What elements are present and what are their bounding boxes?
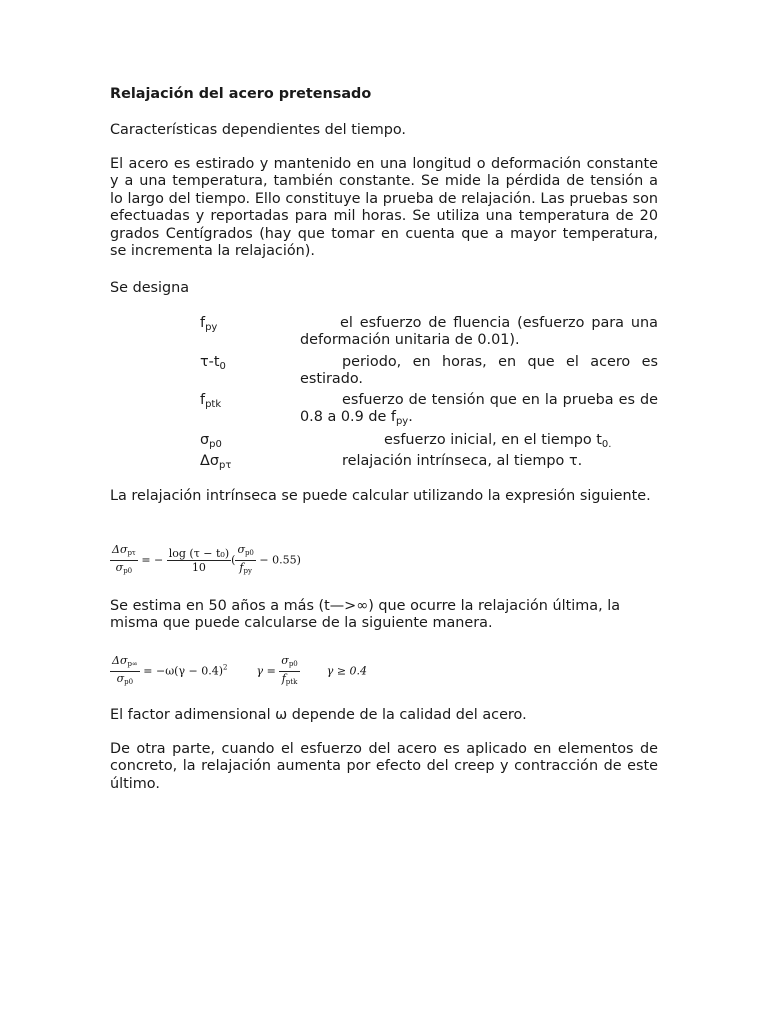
definition-symbol: $f_{py}$ [200,315,218,333]
section-subtitle: Características dependientes del tiempo. [110,122,406,138]
page-title: Relajación del acero pretensado [110,86,372,102]
formula-intrinsic-relaxation: $\frac{\text{Δσpτ}}{\sigma p0}$ = − $\frac{\text{log (τ − t₀)}}{10}$ ( $\frac{\sigma p0}{\text{fpy}}$ − 0.55) [110,543,301,578]
definition-description: esfuerzo inicial, en el tiempo $t_{0.}$ [384,432,612,450]
definition-description: periodo, en horas, en que el acero es estirado. [300,354,658,388]
definition-description: relajación intrínseca, al tiempo τ. [342,453,583,469]
formula-lhs: $\frac{\text{Δσp∞}}{\sigma p0}$ [112,654,138,686]
intro-paragraph [110,156,658,260]
formula-condition: γ ≥ 0.4 [326,664,368,678]
relaxation-intro: La relajación intrínseca se puede calcular utilizando la expresión siguiente. [110,488,651,504]
formula-log-term: $\frac{\text{log (τ − t₀)}}{10}$ [168,546,230,574]
designation-intro: Se designa [110,280,190,296]
formula-gamma-ratio: $\frac{\sigma p0}{\text{fptk}}$ [281,654,298,686]
definition-symbol: $\Delta\sigma_{p\tau}$ [200,453,232,471]
formula-lhs: $\frac{\text{Δσpτ}}{\sigma p0}$ [112,543,136,575]
definition-symbol: $\tau-t_0$ [200,354,226,372]
formula-ultimate-relaxation: $\frac{\text{Δσp∞}}{\sigma p0}$ = $-\omega(\gamma - 0.4)^2$ γ = $\frac{\sigma p0}{\text{fptk}}$ γ ≥ 0.4 [110,654,367,689]
omega-paragraph: El factor adimensional ω depende de la calidad del acero. [110,707,527,723]
closing-paragraph: De otra parte, cuando el esfuerzo del acero es aplicado en elementos de concreto, la relajación aumenta por efecto del creep y contracción de este último. [110,741,658,792]
formula-stress-ratio: $\frac{\sigma p0}{\text{fpy}}$ [237,543,254,575]
definition-description: el esfuerzo de fluencia (esfuerzo para una deformación unitaria de 0.01). [300,315,658,349]
intro-text: El acero es estirado y mantenido en una longitud o deformación constante y a una temperatura, también constante. Se mide la pérdida de tensión a lo largo del tiempo. Ello constituye la prueba de relajación. Las pruebas son efectuadas y reportadas para mil horas. Se utiliza una temperatura de 20 grados Centígrados (hay que tomar en cuenta que a mayor temperatura, se incrementa la relajación). [110,156,658,260]
definition-description: esfuerzo de tensión que en la prueba es de 0.8 a 0.9 de $f_{py}$. [300,392,658,428]
definition-symbol: $f_{ptk}$ [200,392,222,410]
definition-symbol: $\sigma_{p0}$ [200,432,222,450]
ultimate-paragraph: Se estima en 50 años a más (t—>∞) que ocurre la relajación última, la misma que puede calcularse de la siguiente manera. [110,598,621,632]
